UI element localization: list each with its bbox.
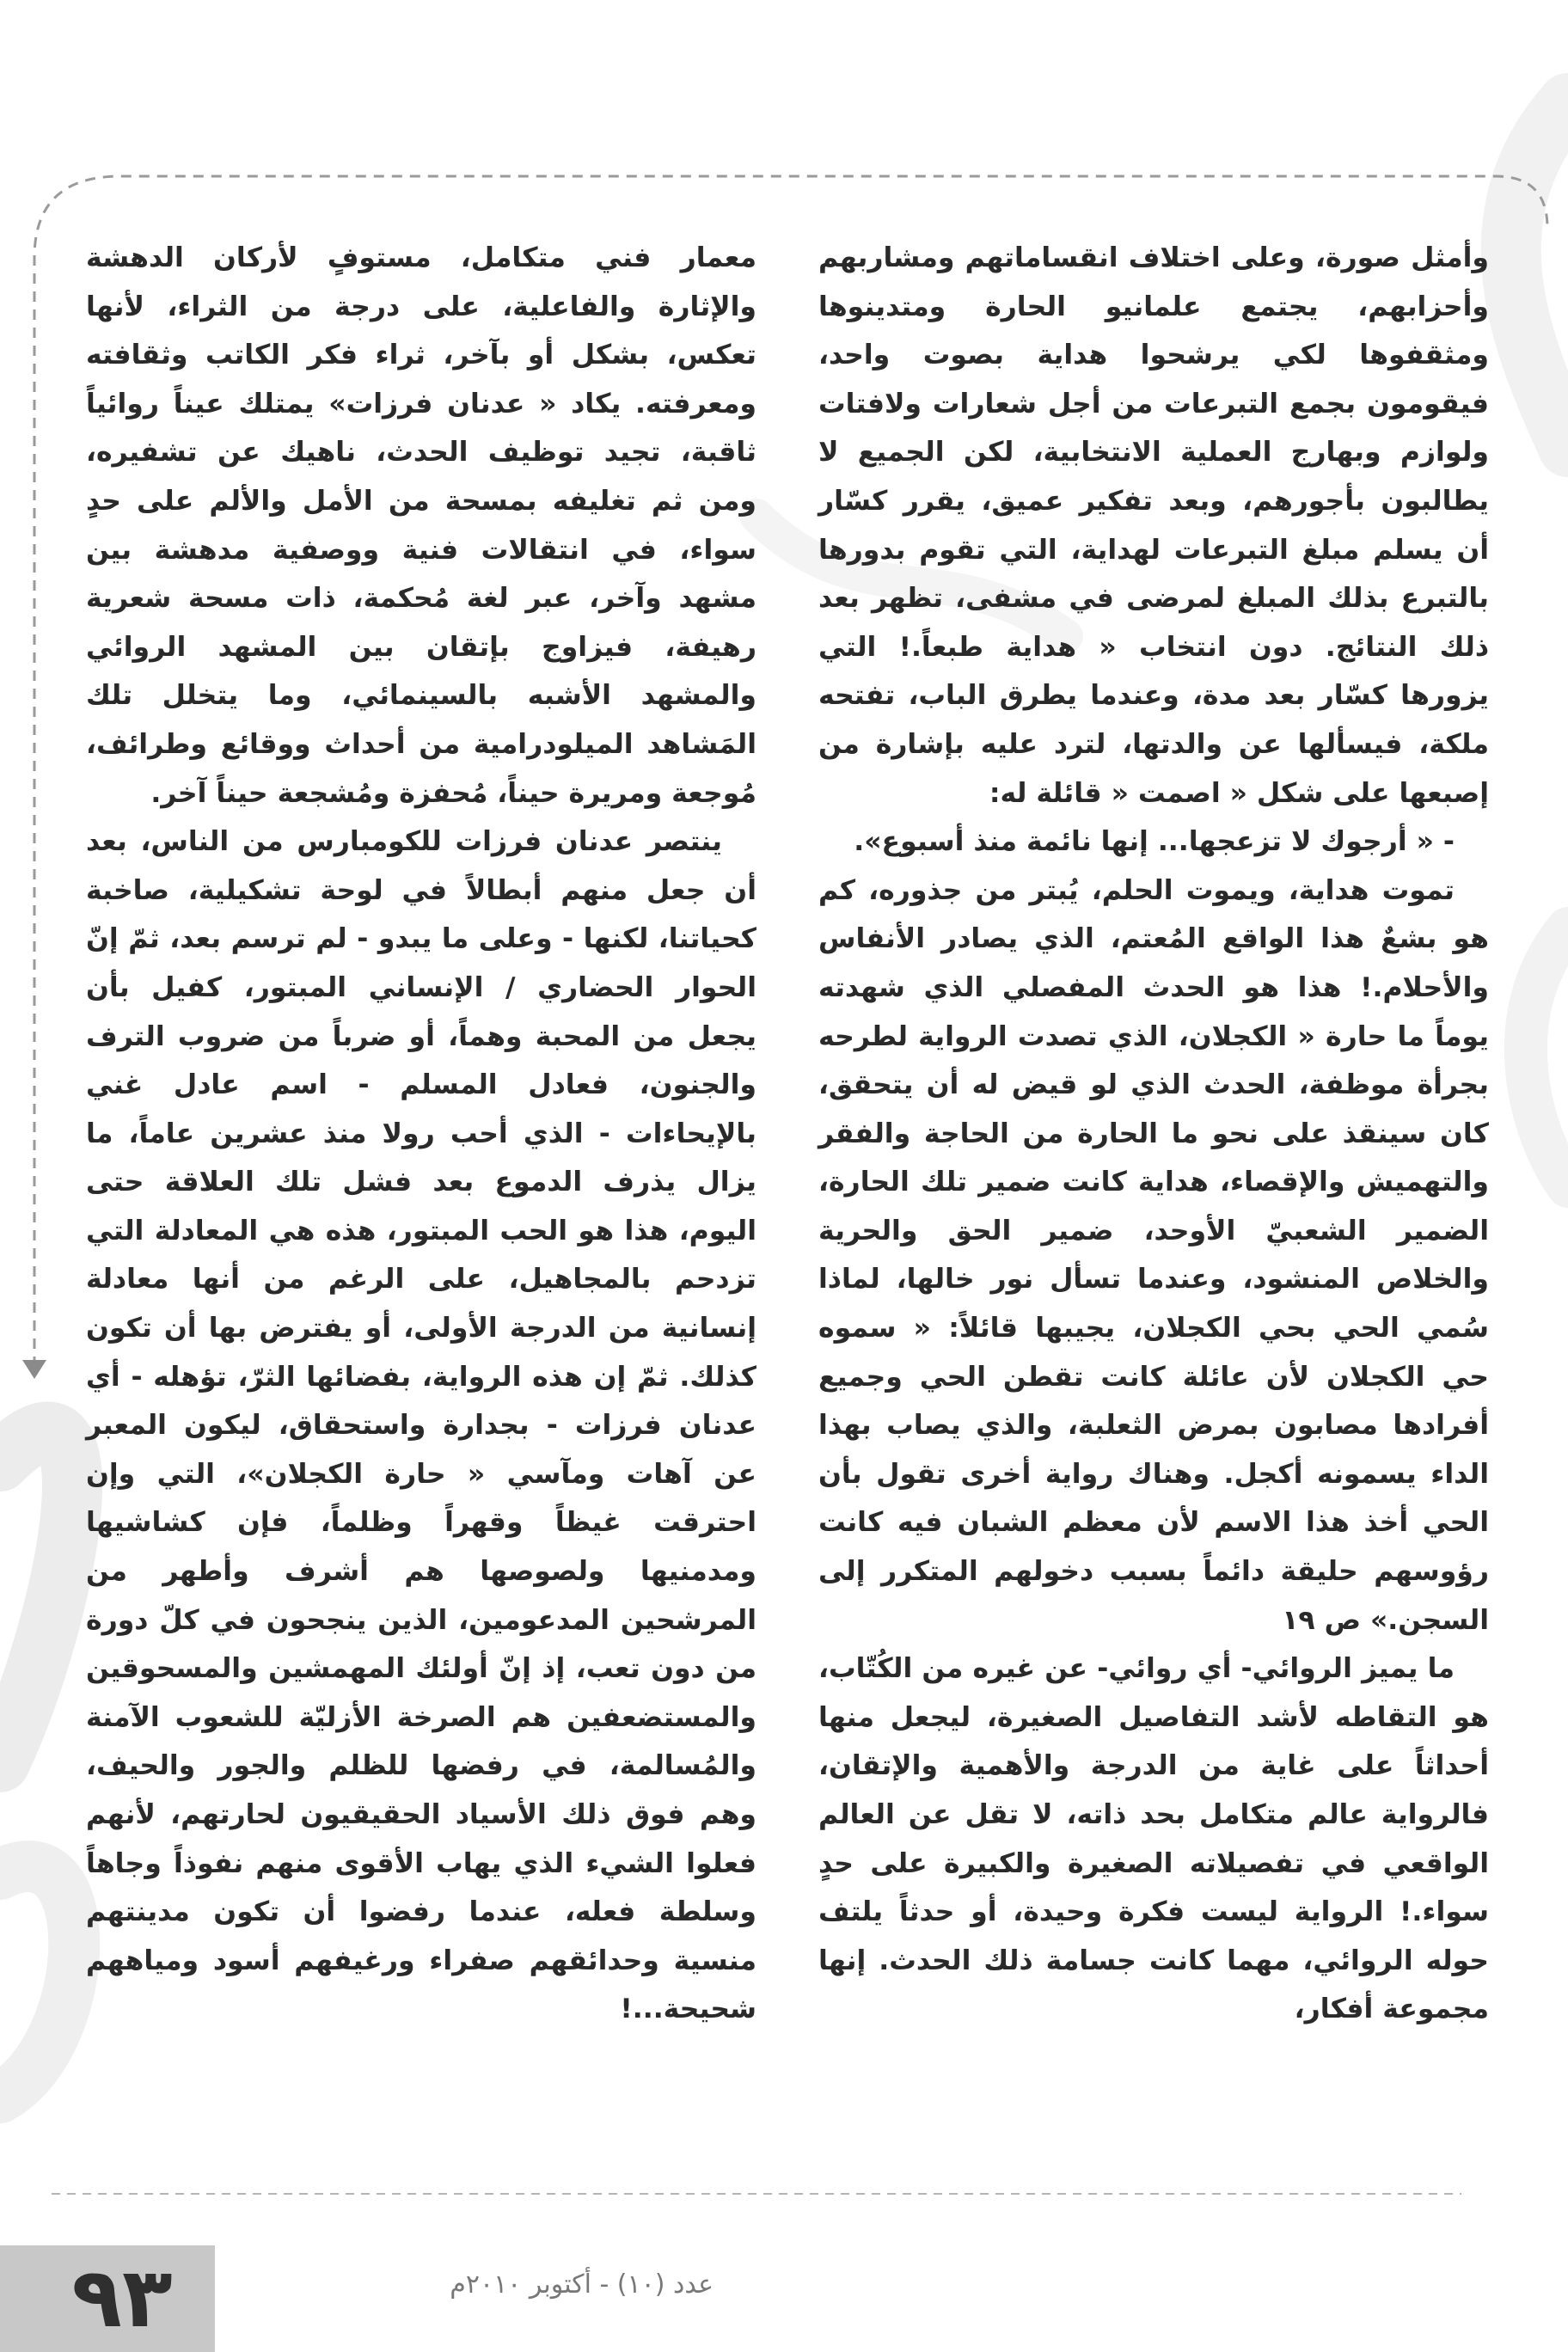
paragraph: تموت هداية، ويموت الحلم، يُبتر من جذوره، كم هو بشعٌ هذا الواقع المُعتم، الذي يصادر الأنفاس والأحلام.! هذا هو الحدث المفصلي الذي شهدته يوماً ما حارة « الكجلان، الذي تصدت الرواية لطرحه بجرأة موظفة، الحدث الذي لو قيض له أن يتحقق، كان سينقذ على نحو ما الحارة من الحاجة والفقر والتهميش والإقصاء، هداية كانت ضمير تلك الحارة، الضمير الشعبيّ الأوحد، ضمير الحق والحرية والخلاص المنشود، وعندما تسأل نور خالها، لماذا سُمي الحي بحي الكجلان، يجيبها قائلاً: « سموه حي الكجلان لأن عائلة كانت تقطن الحي وجميع أفرادها مصابون بمرض الثعلبة، والذي يصاب بهذا الداء يسمونه أكجل. وهناك رواية أخرى تقول بأن الحي أخذ هذا الاسم لأن معظم الشبان فيه كانت رؤوسهم حليقة دائماً بسبب دخولهم المتكرر إلى السجن.» ص ١٩ xyxy=(818,874,1489,1636)
paragraph: وأمثل صورة، وعلى اختلاف انقساماتهم ومشاربهم وأحزابهم، يجتمع علمانيو الحارة ومتدينوها ومثقفوها لكي يرشحوا هداية بصوت واحد، فيقومون بجمع التبرعات من أجل شعارات ولافتات ولوازم وبهارج العملية الانتخابية، لكن الجميع لا يطالبون بأجورهم، وبعد تفكير عميق، يقرر كسّار أن يسلم مبلغ التبرعات لهداية، التي تقوم بدورها بالتبرع بذلك المبلغ لمرضى في مشفى، تظهر بعد ذلك النتائج. دون انتخاب « هداية طبعاً.! التي يزورها كسّار بعد مدة، وعندما يطرق الباب، تفتحه ملكة، فيسألها عن والدتها، لترد عليه بإشارة من إصبعها على شكل « اصمت « قائلة له: xyxy=(818,242,1489,809)
paragraph: معمار فني متكامل، مستوفٍ لأركان الدهشة والإثارة والفاعلية، على درجة من الثراء، لأنها تعكس، بشكل أو بآخر، ثراء فكر الكاتب وثقافته ومعرفته. يكاد « عدنان فرزات» يمتلك عيناً روائياً ثاقبة، تجيد توظيف الحدث، ناهيك عن تشفيره، ومن ثم تغليفه بمسحة من الأمل والألم على حدٍ سواء، في انتقالات فنية ووصفية مدهشة بين مشهد وآخر، عبر لغة مُحكمة، ذات مسحة شعرية رهيفة، فيزاوج بإتقان بين المشهد الروائي والمشهد الأشبه بالسينمائي، وما يتخلل تلك المَشاهد الميلودرامية من أحداث ووقائع وطرائف، مُوجعة ومريرة حيناً، مُحفزة ومُشجعة حيناً آخر. xyxy=(86,242,756,809)
page-number: ٩٣ xyxy=(71,2250,173,2346)
issue-line: عدد (١٠) - أكتوبر ٢٠١٠م xyxy=(450,2269,714,2300)
article-column-left xyxy=(86,234,756,2073)
down-arrow-icon xyxy=(22,1360,46,1379)
paragraph: ما يميز الروائي- أي روائي- عن غيره من الكُتّاب، هو التقاطه لأشد التفاصيل الصغيرة، ليجعل منها أحداثاً على غاية من الدرجة والأهمية والإتقان، فالرواية عالم متكامل بحد ذاته، لا تقل عن العالم الواقعي في تفصيلاته الصغيرة والكبيرة على حدٍ سواء.! الرواية ليست فكرة وحيدة، أو حدثاً يلتف حوله الروائي، مهما كانت جسامة ذلك الحدث. إنها مجموعة أفكار، xyxy=(818,1653,1489,2025)
paragraph: - « أرجوك لا تزعجها... إنها نائمة منذ أسبوع». xyxy=(854,826,1455,858)
paragraph: ينتصر عدنان فرزات للكومبارس من الناس، بعد أن جعل منهم أبطالاً في لوحة تشكيلية، صاخبة كحياتنا، لكنها - وعلى ما يبدو - لم ترسم بعد، ثمّ إنّ الحوار الحضاري / الإنساني المبتور، كفيل بأن يجعل من المحبة وهماً، أو ضرباً من ضروب الترف والجنون، فعادل المسلم - اسم عادل غني بالإيحاءات - الذي أحب رولا منذ عشرين عاماً، ما يزال يذرف الدموع بعد فشل تلك العلاقة حتى اليوم، هذا هو الحب المبتور، هذه هي المعادلة التي تزدحم بالمجاهيل، على الرغم من أنها معادلة إنسانية من الدرجة الأولى، أو يفترض بها أن تكون كذلك. ثمّ إن هذه الرواية، بفضائها الثرّ، تؤهله - أي عدنان فرزات - بجدارة واستحقاق، ليكون المعبر عن آهات ومآسي « حارة الكجلان»، التي وإن احترقت غيظاً وقهراً وظلماً، فإن كشاشيها ومدمنيها ولصوصها هم أشرف وأطهر من المرشحين المدعومين، الذين ينجحون في كلّ دورة من دون تعب، إذ إنّ أولئك المهمشين والمسحوقين والمستضعفين هم الصرخة الأزليّة للشعوب الآمنة والمُسالمة، في رفضها للظلم والجور والحيف، وهم فوق ذلك الأسياد الحقيقيون لحارتهم، لأنهم فعلوا الشيء الذي يهاب الأقوى منهم نفوذاً وجاهاً وسلطة فعله، عندما رفضوا أن تكون مدينتهم منسية وحدائقهم صفراء ورغيفهم أسود ومياههم شحيحة...! xyxy=(86,826,756,2025)
article-column-right xyxy=(818,234,1489,2073)
